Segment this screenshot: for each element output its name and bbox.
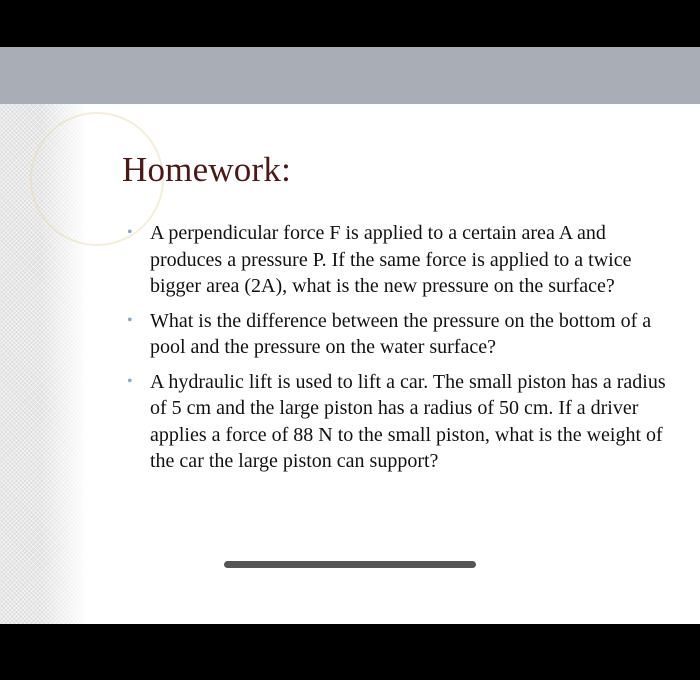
bullet-text: A hydraulic lift is used to lift a car. The small piston has a radius of 5 cm and the large piston has a radius of 50 cm. If a driver applies a force of 88 N to the small piston, what is the weight of the car the large piston can support? xyxy=(150,370,666,472)
slide-frame xyxy=(0,47,700,583)
bullet-item xyxy=(122,308,682,361)
bullet-item xyxy=(122,369,682,475)
bullet-dot-icon: • xyxy=(127,224,133,241)
bullet-dot-icon: • xyxy=(127,372,133,390)
slide xyxy=(0,104,700,624)
home-indicator[interactable] xyxy=(224,561,476,568)
bullet-list xyxy=(122,220,682,483)
bullet-item xyxy=(122,220,682,300)
bullet-text: What is the difference between the pressure on the bottom of a pool and the pressure on the water surface? xyxy=(150,309,652,358)
bullet-dot-icon: • xyxy=(127,311,133,329)
bullet-text: A perpendicular force F is applied to a certain area A and produces a pressure P. If the same force is applied to a twice bigger area (2A), what is the new pressure on the surface? xyxy=(150,222,632,297)
slide-title: Homework: xyxy=(122,150,291,189)
